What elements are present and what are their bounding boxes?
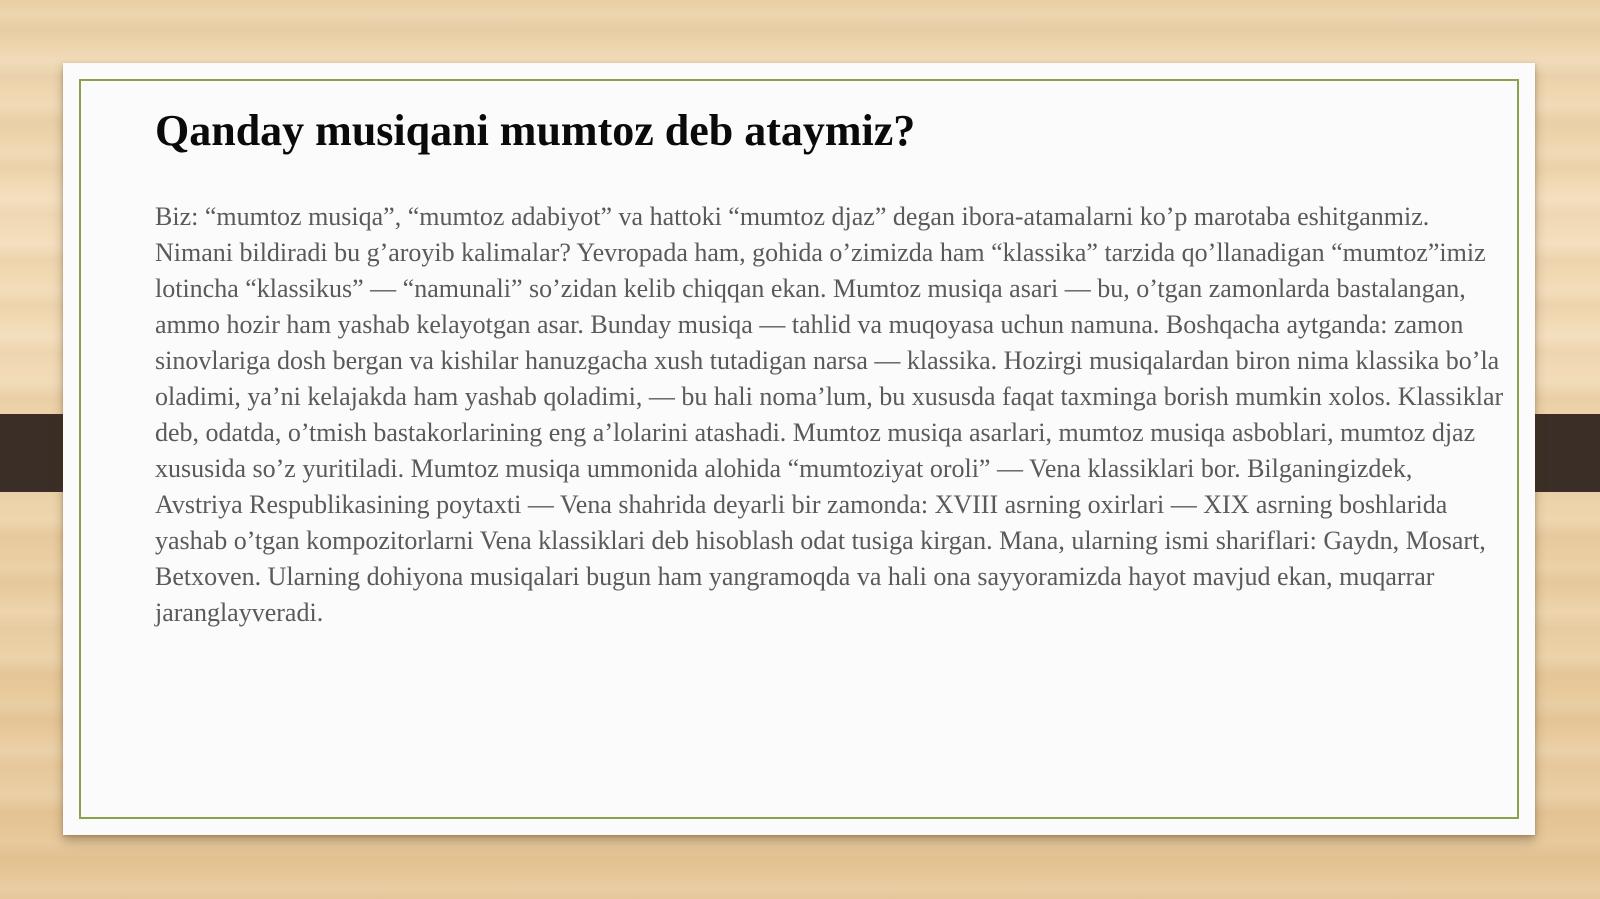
slide-title: Qanday musiqani mumtoz deb ataymiz? [155,106,916,155]
slide-body-text: Biz: “mumtoz musiqa”, “mumtoz adabiyot” va hattoki “mumtoz djaz” degan ibora-atamalarni ko’p marotaba eshitganmiz. Nimani bildiradi bu g’aroyib kalimalar? Yevropada ham, gohida o’zimizda ham “klassika” tarzida qo’llanadigan “mumtoz”imiz lotincha “klassikus” — “namunali” so’zidan kelib chiqqan ekan. Mumtoz musiqa asari — bu, o’tgan zamonlarda bastalangan, ammo hozir ham yashab kelayotgan asar. Bunday musiqa — tahlid va muqoyasa uchun namuna. Boshqacha aytganda: zamon sinovlariga dosh bergan va kishilar hanuzgacha xush tutadigan narsa — klassika. Hozirgi musiqalardan biron nima klassika bo’la oladimi, ya’ni kelajakda ham yashab qoladimi, — bu hali noma’lum, bu xususda faqat taxminga borish mumkin xolos. Klassiklar deb, odatda, o’tmish bastakorlarining eng a’lolarini atashadi. Mumtoz musiqa asarlari, mumtoz musiqa asboblari, mumtoz djaz xususida so’z yuritiladi. Mumtoz musiqa ummonida alohida “mumtoziyat oroli” — Vena klassiklari bor. Bilganingizdek, Avstriya Respublikasining poytaxti — Vena shahrida deyarli bir zamonda: XVIII asrning oxirlari — XIX asrning boshlarida yashab o’tgan kompozitorlarni Vena klassiklari deb hisoblash odat tusiga kirgan. Mana, ularning ismi shariflari: Gaydn, Mosart, Betxoven. Ularning dohiyona musiqalari bugun ham yangramoqda va hali ona sayyoramizda hayot mavjud ekan, muqarrar jaranglayveradi. [155,202,1504,627]
slide-card [63,63,1535,835]
